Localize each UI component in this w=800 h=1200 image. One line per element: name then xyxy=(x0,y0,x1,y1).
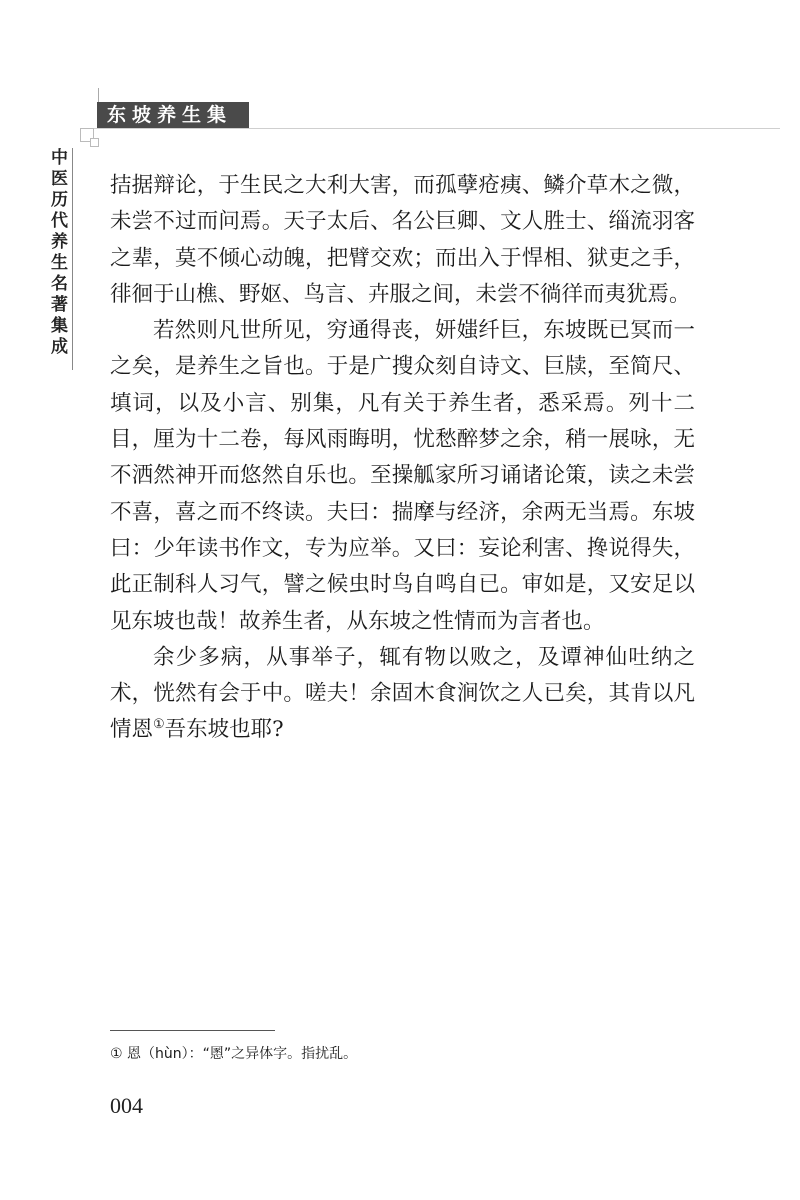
page-number: 004 xyxy=(110,1093,143,1118)
running-header-book-title: 东坡养生集 xyxy=(97,102,249,128)
series-title-vertical: 中医历代养生名著集成 xyxy=(47,148,67,358)
corner-ornament-square-small xyxy=(90,138,99,147)
footnote: ① 恩（hùn）：“慁”之异体字。指扰乱。 xyxy=(110,1046,358,1062)
series-title-rule xyxy=(72,148,73,370)
paragraph-2: 若然则凡世所见，穷通得丧，妍媸纤巨，东坡既已冥而一之矣，是养生之旨也。于是广搜众刻自诗文、巨牍，至简尺、填词，以及小言、别集，凡有关于养生者，悉采焉。列十二目，厘为十二卷，每风雨晦明，忧愁醉梦之余，稍一展咏，无不洒然神开而悠然自乐也。至操觚家所习诵诸论策，读之未尝不喜，喜之而不终读。夫曰：揣摩与经济，余两无当焉。东坡曰：少年读书作文，专为应举。又曰：妄论利害、搀说得失，此正制科人习气，譬之候虫时鸟自鸣自已。审如是，又安足以见东坡也哉！故养生者，从东坡之性情而为言者也。 xyxy=(110,318,695,634)
paragraph-3 xyxy=(110,640,695,749)
paragraph-3-text-before: 余少多病，从事举子，辄有物以败之，及谭神仙吐纳之术，恍然有会于中。嗟夫！余固木食涧饮之人已矣，其肯以凡情恩 xyxy=(110,644,695,743)
paragraph-3-text-after: 吾东坡也耶? xyxy=(164,717,284,743)
footnote-reference[interactable]: ① xyxy=(153,717,165,733)
footnote-divider xyxy=(110,1030,275,1031)
header-rule xyxy=(80,128,780,129)
paragraph-1: 拮据辩论，于生民之大利大害，而孤孽疮痍、鳞介草木之微，未尝不过而问焉。天子太后、名公巨卿、文人胜士、缁流羽客之辈，莫不倾心动魄，把臂交欢；而出入于悍相、狱吏之手，徘徊于山樵、野妪、鸟言、卉服之间，未尝不徜徉而夷犹焉。 xyxy=(110,173,695,307)
header-decoration-line xyxy=(98,88,99,102)
main-text xyxy=(110,168,695,749)
